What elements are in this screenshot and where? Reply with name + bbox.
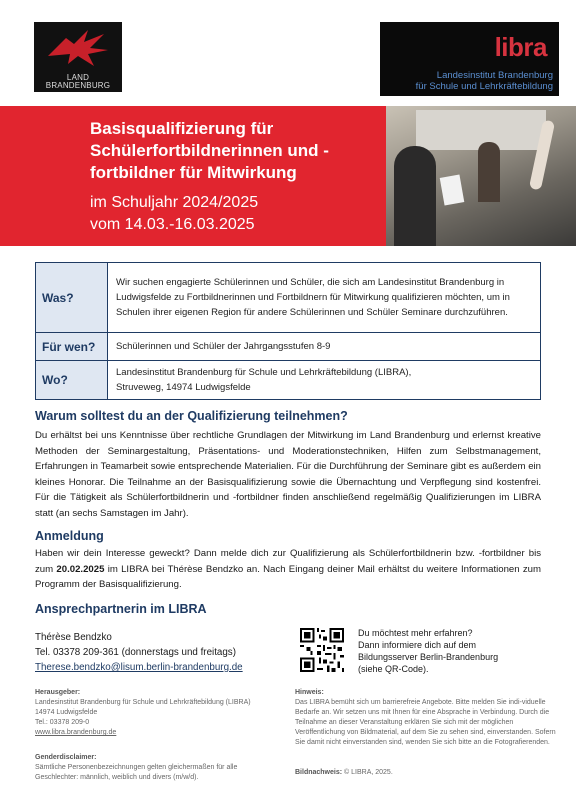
title-banner	[0, 106, 576, 246]
school-year: im Schuljahr 2024/2025	[90, 194, 259, 211]
page-title: Basisqualifizierung für Schülerfortbildnerinnen und - fortbildner für Mitwirkung	[90, 119, 329, 182]
publisher-info: Herausgeber: Landesinstitut Brandenburg für Schule und Lehrkräftebildung (LIBRA) 14974 Ludwigsfelde Tel.: 03378 209-0 www.libra.brandenburg.de	[35, 688, 275, 738]
registration-paragraph: Haben wir dein Interesse geweckt? Dann melde dich zur Qualifizierung als Schülerfortbildnerin bzw. -fortbildner bis zum 20.02.2025 im LIBRA bei Thérèse Bendzko an. Nach Eingang deiner Mail erhältst du weitere Informationen zum Programm der Basisqualifizierung.	[35, 548, 541, 590]
libra-subtitle: Landesinstitut Brandenburg für Schule und Lehrkräftebildung	[415, 70, 553, 92]
info-value-was: Wir suchen engagierte Schülerinnen und Schüler, die sich am Landesinstitut Brandenburg in Ludwigsfelde zu Fortbildnerinnen und Fortbildnern für Mitwirkung qualifizieren möchten, um in Schulen ihrer eigenen Region für andere Schülerinnen und Schüler Seminare durchzuführen.	[108, 263, 541, 333]
info-key-was: Was?	[36, 263, 108, 333]
registration-heading: Anmeldung	[35, 529, 104, 543]
contact-heading: Ansprechpartnerin im LIBRA	[35, 602, 207, 616]
info-row-fuer-wen	[36, 333, 541, 361]
classroom-photo	[386, 106, 576, 246]
gender-disclaimer: Genderdisclaimer: Sämtliche Personenbezeichnungen gelten gleichermaßen für alle Geschlechter: männlich, weiblich und divers (m/w/d).	[35, 754, 238, 781]
publisher-website-link[interactable]: www.libra.brandenburg.de	[35, 729, 117, 736]
contact-name: Thérèse Bendzko	[35, 632, 112, 643]
contact-email-link[interactable]: Therese.bendzko@lisum.berlin-brandenburg.de	[35, 662, 243, 673]
info-row-wo	[36, 361, 541, 400]
why-paragraph: Du erhältst bei uns Kenntnisse über rechtliche Grundlagen der Mitwirkung im Land Brandenburg und erlernst kreative Methoden der Seminargestaltung, Präsentations- und Moderationstechniken, Hilfen zum Selbstmanagement, Erfahrungen in Teamarbeit sowie entsprechende Materialien. Für die Durchführung der Seminare gibt es außerdem ein kleines Honorar. Die Teilnahme an der Basisqualifizierung sowie die Übernachtung und Verpflegung sind kostenfrei. Für die Tätigkeit als Schülerfortbildnerin und -fortbildner finden anschließend regelmäßig Qualifizierungen im LIBRA statt (an sechs Samstagen im Jahr).	[35, 430, 541, 519]
info-key-wo: Wo?	[36, 361, 108, 400]
qr-info-text: Du möchtest mehr erfahren? Dann informiere dich auf dem Bildungsserver Berlin-Brandenburg (siehe QR-Code).	[358, 628, 499, 674]
contact-phone: Tel. 03378 209-361 (donnerstags und freitags)	[35, 647, 236, 658]
why-heading: Warum solltest du an der Qualifizierung teilnehmen?	[35, 409, 348, 423]
event-dates	[90, 192, 258, 236]
qr-code-icon[interactable]	[300, 628, 344, 672]
contact-block	[35, 630, 243, 675]
land-brandenburg-logo	[34, 22, 122, 92]
land-brandenburg-wordmark: LAND BRANDENBURG	[45, 73, 111, 90]
notice-info: Hinweis: Das LIBRA bemüht sich um barrierefreie Angebote. Bitte melden Sie indi-viduelle Bedarfe an. Wir setzen uns mit Ihnen für eine Absprache in Verbindung. Durch die Teilnahme an dieser Veranstaltung erklären Sie sich mit der möglichen Veröffentlichung von Bildmaterial, auf dem Sie zu sehen sind, einverstanden. Sofern Sie damit nicht einverstanden sind, wenden Sie sich bitte an die Fotografierenden.	[295, 689, 556, 746]
info-row-was	[36, 263, 541, 333]
info-value-wo: Landesinstitut Brandenburg für Schule und Lehrkräftebildung (LIBRA), Struveweg, 14974 Ludwigsfelde	[108, 361, 541, 400]
date-range: vom 14.03.-16.03.2025	[90, 216, 255, 233]
libra-wordmark: libra	[494, 32, 547, 62]
info-table	[35, 262, 541, 400]
info-key-fuer-wen: Für wen?	[36, 333, 108, 361]
registration-deadline: 20.02.2025	[56, 563, 105, 575]
image-credit: Bildnachweis: © LIBRA, 2025.	[295, 769, 393, 776]
libra-logo	[380, 22, 559, 96]
eagle-icon	[44, 26, 112, 70]
info-value-fuer-wen: Schülerinnen und Schüler der Jahrgangsstufen 8-9	[108, 333, 541, 361]
